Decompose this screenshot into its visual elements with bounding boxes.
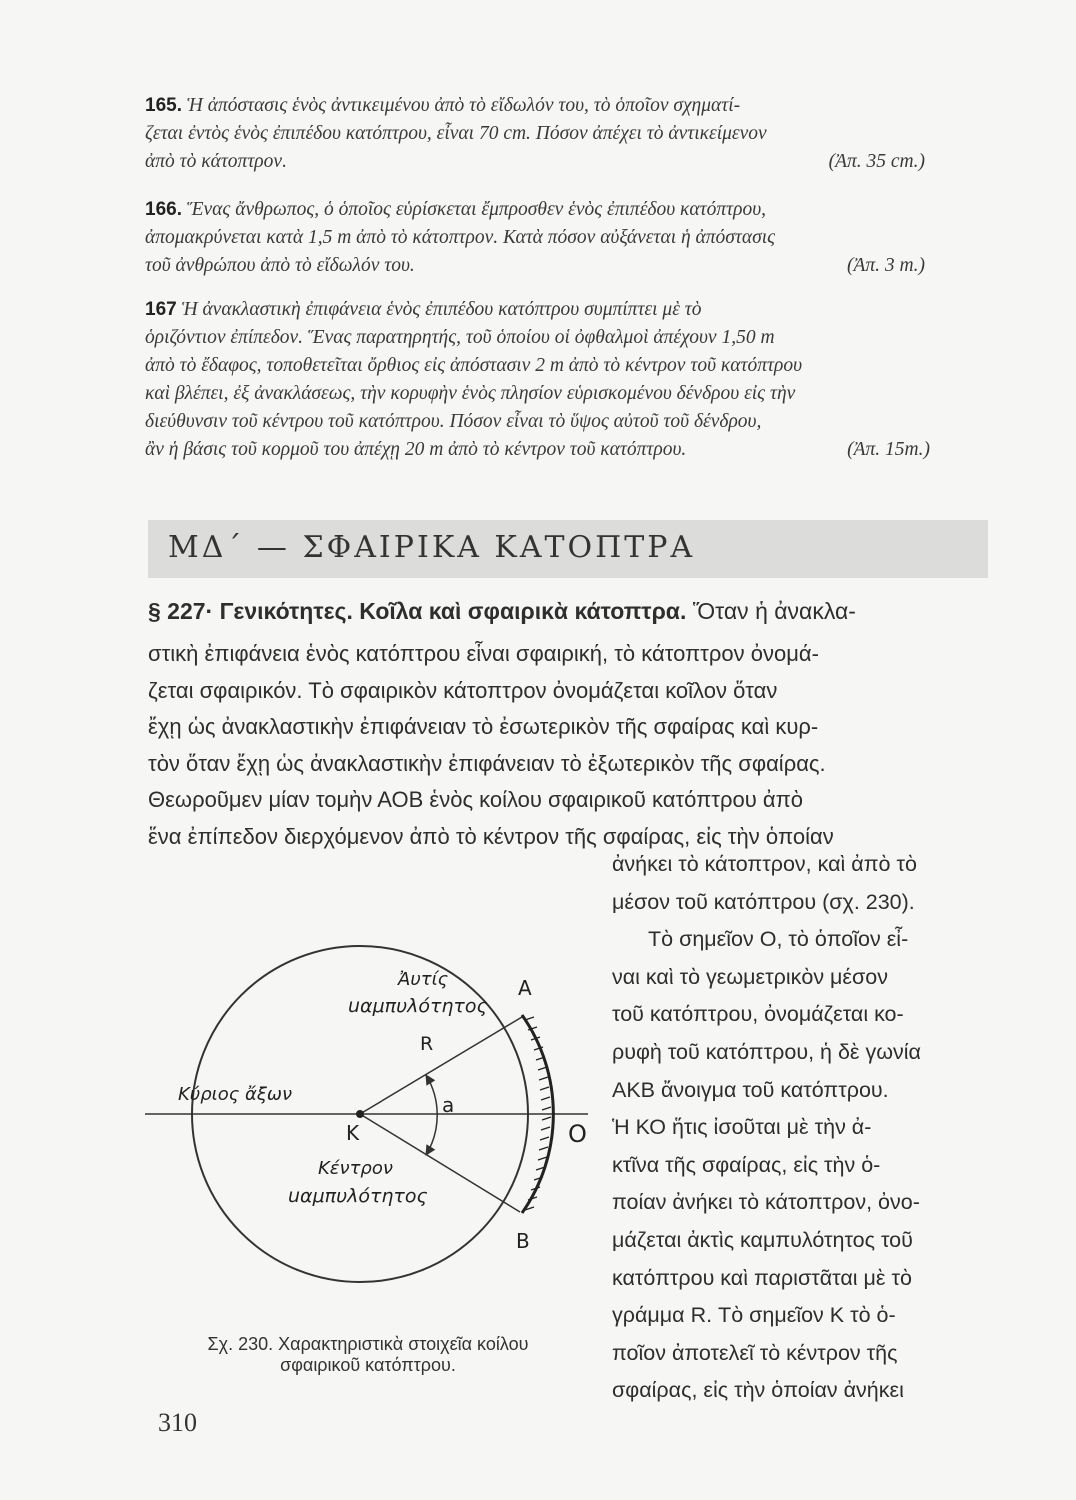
section-line: ποίαν ἀνήκει τὸ κάτοπτρον, ὀνο- <box>612 1190 920 1215</box>
section-line: ἔχῃ ὡς ἀνακλαστικὴν ἐπιφάνειαν τὸ ἐσωτερικὸν τῆς σφαίρας καὶ κυρ- <box>148 714 819 739</box>
section-full-width-text <box>148 636 834 855</box>
caption-line: Σχ. 230. Χαρακτηριστικὰ στοιχεῖα κοίλου <box>207 1334 529 1354</box>
label-O: O <box>568 1120 587 1148</box>
label-axis: Κύριος ἄξων <box>178 1084 293 1105</box>
section-line: Ὅταν ἡ ἀνακλα- <box>692 598 856 624</box>
exercise-line: διεύθυνσιν τοῦ κέντρου τοῦ κατόπτρου. Πόσον εἶναι τὸ ὕψος αὐτοῦ τοῦ δένδρου, <box>145 411 762 432</box>
exercise-167 <box>145 296 985 464</box>
figure-caption <box>148 1334 588 1376</box>
section-line: ποῖον ἀποτελεῖ τὸ κέντρον τῆς <box>612 1340 898 1365</box>
page-number: 310 <box>158 1408 197 1437</box>
section-line: στικὴ ἐπιφάνεια ἑνὸς κατόπτρου εἶναι σφαιρική, τὸ κάτοπτρον ὀνομά- <box>148 641 819 666</box>
label-a: a <box>442 1093 455 1117</box>
exercise-line: ἀπομακρύνεται κατὰ 1,5 m ἀπὸ τὸ κάτοπτρον. Κατὰ πόσον αὐξάνεται ἡ ἀπόστασις <box>145 227 776 248</box>
label-aperture-2: uαμπυλότητος <box>348 995 488 1017</box>
exercise-line: τοῦ ἀνθρώπου ἀπὸ τὸ εἴδωλόν του. <box>145 255 415 276</box>
exercise-line: καὶ βλέπει, ἐξ ἀνακλάσεως, τὴν κορυφὴν ἑνὸς πλησίον εὑρισκομένου δένδρου εἰς τὴν <box>145 383 796 404</box>
section-line: τὸν ὅταν ἔχῃ ὡς ἀνακλαστικὴν ἐπιφάνειαν τὸ ἐξωτερικὸν τῆς σφαίρας. <box>148 750 826 776</box>
exercise-166 <box>145 196 985 280</box>
exercise-number: 166. <box>145 199 182 220</box>
label-K: K <box>346 1121 360 1145</box>
section-line: γράμμα R. Τὸ σημεῖον Κ τὸ ὁ- <box>612 1303 896 1328</box>
exercise-line: Ἡ ἀπόστασις ἑνὸς ἀντικειμένου ἀπὸ τὸ εἴδωλόν του, τὸ ὁποῖον σχηματί- <box>186 95 741 116</box>
exercise-number: 165. <box>145 95 182 116</box>
section-line: ΑΚΒ ἄνοιγμα τοῦ κατόπτρου. <box>612 1077 889 1102</box>
section-line: ζεται σφαιρικόν. Τὸ σφαιρικὸν κάτοπτρον ὀνομάζεται κοῖλον ὅταν <box>148 677 778 703</box>
section-line: Θεωροῦμεν μίαν τομὴν ΑΟΒ ἑνὸς κοίλου σφαιρικοῦ κατόπτρου ἀπὸ <box>148 787 803 812</box>
aperture-angle-arc <box>426 1075 437 1155</box>
label-aperture-1: Ἀυτίς <box>398 969 449 990</box>
section-line: κτῖνα τῆς σφαίρας, εἰς τὴν ὁ- <box>612 1152 881 1177</box>
section-line: ρυφὴ τοῦ κατόπτρου, ἡ δὲ γωνία <box>612 1039 921 1064</box>
exercise-line: ζεται ἐντὸς ἑνὸς ἐπιπέδου κατόπτρου, εἶναι 70 cm. Πόσον ἀπέχει τὸ ἀντικείμενον <box>145 123 767 144</box>
section-line: Τὸ σημεῖον Ο, τὸ ὁποῖον εἶ- <box>648 927 909 952</box>
section-line: μέσον τοῦ κατόπτρου (σχ. 230). <box>612 889 915 914</box>
section-line: ἀνήκει τὸ κάτοπτρον, καὶ ἀπὸ τὸ <box>612 852 917 876</box>
exercise-answer: (Ἀπ. 15m.) <box>847 439 930 460</box>
exercise-line: Ἕνας ἄνθρωπος, ὁ ὁποῖος εὑρίσκεται ἔμπροσθεν ἑνὸς ἐπιπέδου κατόπτρου, <box>186 199 767 220</box>
exercise-line: ὁριζόντιον ἐπίπεδον. Ἕνας παρατηρητής, τοῦ ὁποίου οἱ ὀφθαλμοὶ ἀπέχουν 1,50 m <box>145 327 775 348</box>
section-line: κατόπτρου καὶ παριστᾶται μὲ τὸ <box>612 1265 912 1290</box>
exercise-line: Ἡ ἀνακλαστικὴ ἐπιφάνεια ἑνὸς ἐπιπέδου κατόπτρου συμπίπτει μὲ τὸ <box>181 299 702 320</box>
exercise-line: ἀπὸ τὸ ἔδαφος, τοποθετεῖται ὄρθιος εἰς ἀπόστασιν 2 m ἀπὸ τὸ κέντρον τοῦ κατόπτρου <box>145 355 803 376</box>
section-line: ἕνα ἐπίπεδον διερχόμενον ἀπὸ τὸ κέντρον τῆς σφαίρας, εἰς τὴν ὁποίαν <box>148 823 834 849</box>
label-A: A <box>518 976 532 1000</box>
section-column-text <box>612 846 921 1410</box>
section-line: τοῦ κατόπτρου, ὀνομάζεται κο- <box>612 1002 904 1027</box>
section-line: Ἡ ΚΟ ἥτις ἰσοῦται μὲ τὴν ἀ- <box>612 1115 872 1140</box>
radius-KA <box>360 1017 522 1114</box>
exercise-line: ἂν ἡ βάσις τοῦ κορμοῦ του ἀπέχῃ 20 m ἀπὸ τὸ κέντρον τοῦ κατόπτρου. <box>145 439 687 460</box>
chapter-title: ΜΔ΄ — ΣΦΑΙΡΙΚΑ ΚΑΤΟΠΤΡΑ <box>168 530 696 565</box>
section-line: μάζεται ἀκτὶς καμπυλότητος τοῦ <box>612 1227 913 1252</box>
label-R: R <box>420 1033 434 1055</box>
label-B: B <box>516 1229 530 1253</box>
exercise-answer: (Ἀπ. 3 m.) <box>847 255 925 276</box>
exercise-number: 167 <box>145 299 177 320</box>
section-heading-line <box>148 598 856 625</box>
section-line: ναι καὶ τὸ γεωμετρικὸν μέσον <box>612 964 888 989</box>
section-heading: § 227· Γενικότητες. Κοῖλα καὶ σφαιρικὰ κάτοπτρα. <box>148 598 687 624</box>
exercise-line: ἀπὸ τὸ κάτοπτρον. <box>145 151 287 172</box>
label-center-1: Κέντρον <box>318 1158 393 1179</box>
section-line: σφαίρας, εἰς τὴν ὁποίαν ἀνήκει <box>612 1378 904 1403</box>
exercise-answer: (Ἀπ. 35 cm.) <box>828 151 925 172</box>
exercise-165 <box>145 92 985 176</box>
label-center-2: uαμπυλότητος <box>288 1185 428 1207</box>
center-point <box>356 1110 364 1118</box>
caption-line: σφαιρικοῦ κατόπτρου. <box>280 1355 456 1375</box>
spherical-mirror-diagram <box>140 880 610 1320</box>
